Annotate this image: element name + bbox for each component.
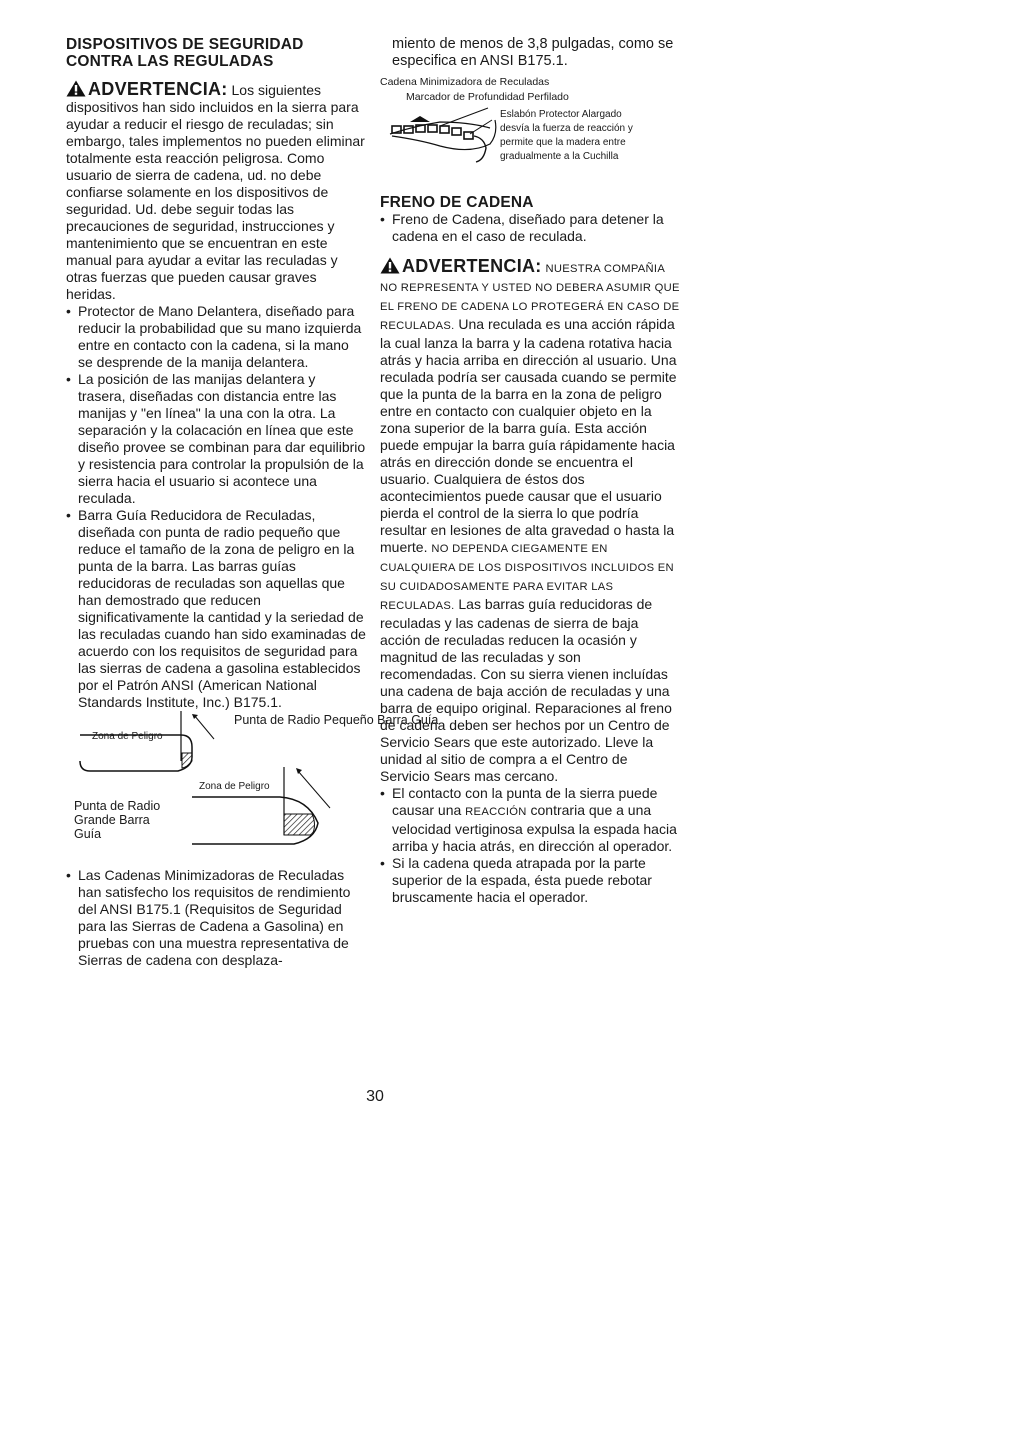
warning-text: Los siguientes dispositivos han sido incluidos en la sierra para ayudar a reducir el riesgo de reculadas; sin embargo, tales implementos no pueden eliminar totalmente esta reacción peligrosa. Como usuario de sierra de cadena, ud. no debe confiarse solamente en los dispositivos de seguridad. Ud. debe seguir todas las precauciones de seguridad, instrucciones y mantenimiento que se encuentran en este manual para ayudar a evitar las reculadas y otras fuerzas que pueden causar graves heridas. bbox=[66, 82, 365, 302]
figure-label-depth-gauge: Marcador de Profundidad Perfilado bbox=[406, 91, 569, 103]
figure-label-small-tip: Punta de Radio Pequeño Barra Guía bbox=[234, 713, 439, 727]
list-item: • Freno de Cadena, diseñado para detener la cadena en el caso de reculada. bbox=[380, 211, 680, 245]
guide-bar-figure bbox=[66, 711, 439, 867]
figure-label-chain: Cadena Minimizadora de Reculadas bbox=[380, 76, 550, 88]
brake-list bbox=[380, 211, 680, 245]
warning-icon bbox=[66, 80, 86, 97]
warning-caps: NO DEPENDA CIEGAMENTE EN CUALQUIERA DE LOS DISPOSITIVOS INCLUIDOS EN SU CUIDADOSAMENTE PARA EVITAR LAS RECULADAS. bbox=[380, 543, 674, 612]
figure-label-large-tip: Punta de Radio Grande Barra Guía bbox=[74, 799, 161, 841]
warning-label: ADVERTENCIA: bbox=[402, 256, 542, 276]
chain-brake-heading: FRENO DE CADENA bbox=[380, 194, 534, 211]
warning-text: Las barras guía reducidoras de reculadas y las cadenas de sierra de baja acción de reculadas reducen la ocasión y magnitud de las reculadas y son recomendadas. Con su sierra vienen incluídas una cadena de baja acción de reculadas y una barra de equipo original. Reparaciones al freno de cadena deben ser hechos por un Centro de Servicio Sears que este autorizado. Lleve la unidad al sitio de compra a el Centro de Servicio Sears mas cercano. bbox=[380, 596, 672, 784]
list-item: • Protector de Mano Delantera, diseñado para reducir la probabilidad que su mano izquierda entre en contacto con la cadena, si la mano se desprende de la manija delantera. bbox=[66, 303, 366, 371]
warning-caps: NUESTRA COMPAÑIA NO REPRESENTA Y USTED NO DEBERA ASUMIR QUE EL FRENO DE CADENA LO PROTEGERÁ EN CASO DE RECULADAS. bbox=[380, 263, 680, 332]
left-column bbox=[66, 36, 439, 969]
figure-label-danger-zone: Zona de Peligro bbox=[92, 731, 163, 742]
list-item: • La posición de las manijas delantera y trasera, diseñadas con distancia entre las manijas y "en línea" la una con la otra. La separación y la colacación en línea que este diseño provee se combinan para dar equilibrio y resistencia para controlar la propulsión de la sierra hacia el usuario si acontece una reculada. bbox=[66, 371, 366, 507]
figure-label-guard-link: Eslabón Protector Alargado desvía la fuerza de reacción y permite que la madera entre gradualmente a la Cuchilla bbox=[500, 109, 633, 162]
chain-list bbox=[66, 867, 366, 969]
section-heading: DISPOSITIVOS DE SEGURIDAD CONTRA LAS REGULADAS bbox=[66, 36, 304, 70]
kickback-list bbox=[380, 785, 680, 906]
figure-label-danger-zone: Zona de Peligro bbox=[199, 781, 270, 792]
safety-device-list bbox=[66, 303, 366, 711]
list-item: • Las Cadenas Minimizadoras de Reculadas han satisfecho los requisitos de rendimiento del ANSI B175.1 (Requisitos de Seguridad para las Sierras de Cadena a Gasolina) en pruebas con una muestra representativa de Sierras de cadena con desplaza- bbox=[66, 867, 366, 969]
list-item: • Si la cadena queda atrapada por la parte superior de la espada, ésta puede rebotar bruscamente hacia el operador. bbox=[380, 855, 680, 906]
list-item: • Barra Guía Reducidora de Reculadas, diseñada con punta de radio pequeño que reduce el tamaño de la zona de peligro en la punta de la barra. Las barras guías reducidoras de reculadas son aquellas que han demostrado que reducen significativamente la cantidad y la seriedad de las reculadas cuando han sido examinadas de acuerdo con los requisitos de seguridad para las sierras de cadena a gasolina establecidos por el Patrón ANSI (American National Standards Institute, Inc.) B175.1. bbox=[66, 507, 366, 711]
right-column bbox=[380, 36, 680, 906]
warning-icon bbox=[380, 257, 400, 274]
warning-paragraph-2 bbox=[380, 257, 680, 785]
warning-label: ADVERTENCIA: bbox=[88, 79, 228, 99]
warning-paragraph bbox=[66, 80, 366, 303]
continued-text: miento de menos de 3,8 pulgadas, como se especifica en ANSI B175.1. bbox=[392, 36, 674, 69]
page-number: 30 bbox=[366, 1088, 384, 1105]
warning-text: Una reculada es una acción rápida la cual lanza la barra y la cadena rotativa hacia atrás y hacia arriba en dirección al usuario. Una reculada podría ser causada cuando se permite que la punta de la barra en la zona de peligro entre en contacto con cualquier objeto en la zona superior de la barra guía. Esta acción puede empujar la barra guía rápidamente hacia atrás en dirección donde se encuentra el usuario. Cualquiera de éstos dos acontecimientos puede causar que el usuario pierda el control de la sierra lo que podría resultar en lesiones de alta gravedad o hasta la muerte. bbox=[380, 316, 677, 555]
chain-figure bbox=[380, 78, 680, 190]
list-item: • El contacto con la punta de la sierra puede causar una REACCIÓN contraria que a una velocidad vertiginosa expulsa la espada hacia arriba y hacia atrás, en dirección al operador. bbox=[380, 785, 680, 855]
